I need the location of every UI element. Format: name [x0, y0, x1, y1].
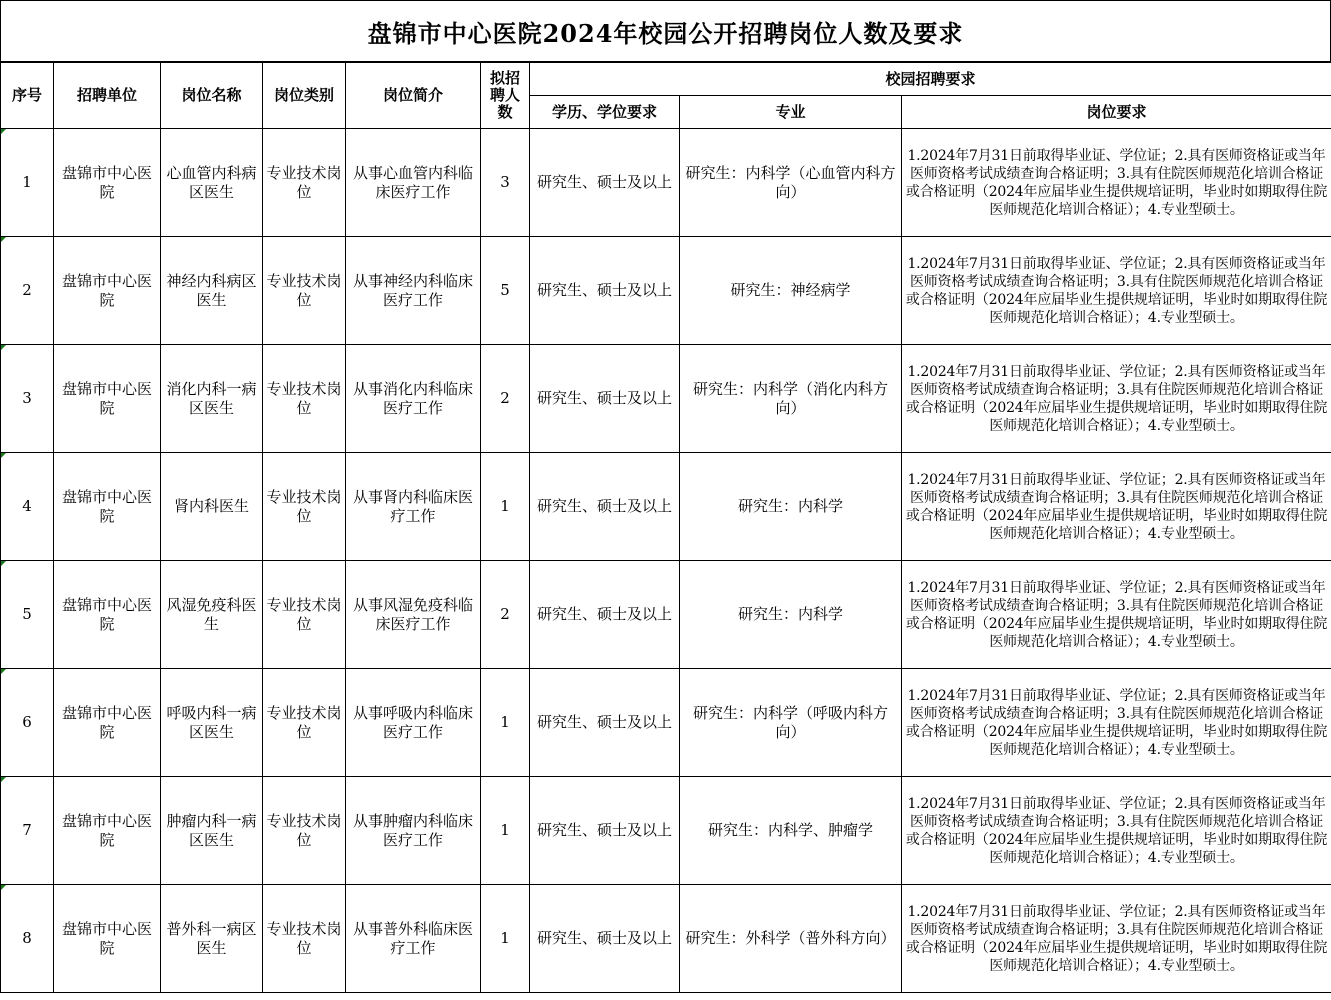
cell-post-desc[interactable] [346, 561, 481, 669]
header-post-type[interactable]: 岗位类别 [263, 63, 346, 129]
cell-seq-text: 4 [22, 497, 32, 515]
cell-major[interactable] [680, 129, 902, 237]
cell-degree-text: 研究生、硕士及以上 [536, 281, 672, 299]
cell-post-name-text: 肿瘤内科一病区医生 [166, 811, 257, 849]
table-row [1, 561, 1331, 669]
cell-count-text: 3 [500, 173, 510, 191]
header-row-1 [1, 63, 1331, 96]
cell-unit-text: 盘锦市中心医院 [61, 811, 152, 849]
cell-post-type-text: 专业技术岗位 [266, 811, 342, 849]
cell-post-req[interactable] [902, 885, 1331, 993]
cell-comment-marker [1, 129, 6, 134]
cell-major[interactable] [680, 237, 902, 345]
cell-post-desc[interactable] [346, 129, 481, 237]
cell-degree-text: 研究生、硕士及以上 [536, 821, 672, 839]
cell-major[interactable] [680, 777, 902, 885]
page-title: 盘锦市中心医院2024年校园公开招聘岗位人数及要求 [0, 0, 1331, 62]
table-row [1, 129, 1331, 237]
cell-post-req-text: 1.2024年7月31日前取得毕业证、学位证；2.具有医师资格证或当年医师资格考试成绩查询合格证明；3.具有住院医师规范化培训合格证或合格证明（2024年应届毕业生提供规培证明，毕业时如期取得住院医师规范化培训合格证）；4.专业型硕士。 [905, 795, 1328, 866]
cell-post-type-text: 专业技术岗位 [266, 919, 342, 957]
cell-post-name[interactable] [161, 237, 263, 345]
cell-post-desc-text: 从事肿瘤内科临床医疗工作 [352, 811, 473, 849]
cell-post-req[interactable] [902, 345, 1331, 453]
cell-seq-text: 7 [22, 821, 32, 839]
cell-post-type-text: 专业技术岗位 [266, 163, 342, 201]
cell-unit[interactable] [54, 345, 161, 453]
cell-major-text: 研究生：内科学 [737, 497, 843, 515]
cell-post-req[interactable] [902, 453, 1331, 561]
cell-unit[interactable] [54, 777, 161, 885]
cell-post-type-text: 专业技术岗位 [266, 271, 342, 309]
header-post-desc[interactable]: 岗位简介 [346, 63, 481, 129]
cell-major[interactable] [680, 885, 902, 993]
cell-post-name-text: 普外科一病区医生 [166, 919, 257, 957]
cell-post-name-text: 呼吸内科一病区医生 [166, 703, 257, 741]
cell-degree[interactable] [530, 885, 680, 993]
cell-degree-text: 研究生、硕士及以上 [536, 173, 672, 191]
cell-post-name[interactable] [161, 885, 263, 993]
cell-post-name-text: 肾内科医生 [173, 497, 249, 515]
cell-post-type[interactable] [263, 777, 346, 885]
cell-degree-text: 研究生、硕士及以上 [536, 929, 672, 947]
cell-post-req[interactable] [902, 669, 1331, 777]
cell-seq[interactable] [1, 777, 54, 885]
cell-post-type[interactable] [263, 237, 346, 345]
cell-count[interactable] [481, 345, 530, 453]
cell-unit-text: 盘锦市中心医院 [61, 595, 152, 633]
cell-post-name[interactable] [161, 669, 263, 777]
cell-unit[interactable] [54, 129, 161, 237]
header-seq[interactable]: 序号 [1, 63, 54, 129]
cell-unit-text: 盘锦市中心医院 [61, 379, 152, 417]
cell-major[interactable] [680, 561, 902, 669]
cell-degree[interactable] [530, 561, 680, 669]
header-major[interactable]: 专业 [680, 96, 902, 129]
cell-post-type-text: 专业技术岗位 [266, 703, 342, 741]
cell-post-name[interactable] [161, 777, 263, 885]
cell-count[interactable] [481, 777, 530, 885]
cell-unit-text: 盘锦市中心医院 [61, 703, 152, 741]
cell-seq-text: 8 [22, 929, 32, 947]
cell-major-text: 研究生：内科学（消化内科方向） [692, 379, 888, 417]
cell-seq-text: 1 [22, 173, 32, 191]
cell-post-desc[interactable] [346, 669, 481, 777]
table-row [1, 345, 1331, 453]
cell-unit[interactable] [54, 453, 161, 561]
recruitment-table [0, 62, 1331, 993]
cell-comment-marker [1, 669, 6, 674]
cell-post-name[interactable] [161, 345, 263, 453]
header-campus-req[interactable]: 校园招聘要求 [530, 63, 1331, 96]
cell-post-type-text: 专业技术岗位 [266, 595, 342, 633]
cell-comment-marker [1, 777, 6, 782]
cell-post-desc-text: 从事神经内科临床医疗工作 [352, 271, 473, 309]
cell-seq[interactable] [1, 237, 54, 345]
cell-major-text: 研究生：内科学（心血管内科方向） [685, 163, 896, 201]
cell-unit-text: 盘锦市中心医院 [61, 487, 152, 525]
header-post-name[interactable]: 岗位名称 [161, 63, 263, 129]
cell-count-text: 1 [500, 713, 510, 731]
cell-count[interactable] [481, 561, 530, 669]
cell-post-type[interactable] [263, 129, 346, 237]
cell-post-req-text: 1.2024年7月31日前取得毕业证、学位证；2.具有医师资格证或当年医师资格考试成绩查询合格证明；3.具有住院医师规范化培训合格证或合格证明（2024年应届毕业生提供规培证明，毕业时如期取得住院医师规范化培训合格证）；4.专业型硕士。 [905, 255, 1328, 326]
cell-major-text: 研究生：内科学（呼吸内科方向） [692, 703, 888, 741]
cell-seq[interactable] [1, 669, 54, 777]
cell-unit[interactable] [54, 669, 161, 777]
cell-post-req[interactable] [902, 129, 1331, 237]
cell-comment-marker [1, 885, 6, 890]
cell-comment-marker [1, 453, 6, 458]
table-row [1, 885, 1331, 993]
cell-major-text: 研究生：神经病学 [730, 281, 851, 299]
cell-degree-text: 研究生、硕士及以上 [536, 497, 672, 515]
cell-count-text: 1 [500, 929, 510, 947]
cell-post-desc-text: 从事消化内科临床医疗工作 [352, 379, 473, 417]
cell-post-req[interactable] [902, 561, 1331, 669]
cell-post-type-text: 专业技术岗位 [266, 379, 342, 417]
cell-post-name[interactable] [161, 561, 263, 669]
cell-seq[interactable] [1, 453, 54, 561]
cell-count-text: 2 [500, 605, 510, 623]
cell-seq[interactable] [1, 345, 54, 453]
cell-post-req-text: 1.2024年7月31日前取得毕业证、学位证；2.具有医师资格证或当年医师资格考试成绩查询合格证明；3.具有住院医师规范化培训合格证或合格证明（2024年应届毕业生提供规培证明，毕业时如期取得住院医师规范化培训合格证）；4.专业型硕士。 [905, 147, 1328, 218]
cell-post-req-text: 1.2024年7月31日前取得毕业证、学位证；2.具有医师资格证或当年医师资格考试成绩查询合格证明；3.具有住院医师规范化培训合格证或合格证明（2024年应届毕业生提供规培证明，毕业时如期取得住院医师规范化培训合格证）；4.专业型硕士。 [905, 471, 1328, 542]
cell-seq-text: 5 [22, 605, 32, 623]
table-row [1, 777, 1331, 885]
cell-count[interactable] [481, 669, 530, 777]
cell-degree[interactable] [530, 669, 680, 777]
cell-degree[interactable] [530, 129, 680, 237]
cell-post-desc[interactable] [346, 885, 481, 993]
cell-post-desc-text: 从事心血管内科临床医疗工作 [352, 163, 473, 201]
header-unit[interactable]: 招聘单位 [54, 63, 161, 129]
cell-major[interactable] [680, 345, 902, 453]
cell-post-desc-text: 从事肾内科临床医疗工作 [352, 487, 473, 525]
cell-seq[interactable] [1, 561, 54, 669]
cell-post-type[interactable] [263, 453, 346, 561]
header-degree[interactable]: 学历、学位要求 [530, 96, 680, 129]
cell-major-text: 研究生：外科学（普外科方向） [685, 929, 896, 947]
cell-unit[interactable] [54, 885, 161, 993]
cell-degree[interactable] [530, 345, 680, 453]
cell-unit[interactable] [54, 561, 161, 669]
cell-count[interactable] [481, 129, 530, 237]
cell-comment-marker [1, 561, 6, 566]
cell-seq-text: 6 [22, 713, 32, 731]
cell-count[interactable] [481, 453, 530, 561]
header-post-req[interactable]: 岗位要求 [902, 96, 1331, 129]
cell-seq-text: 3 [22, 389, 32, 407]
cell-post-desc[interactable] [346, 777, 481, 885]
cell-post-name-text: 消化内科一病区医生 [166, 379, 257, 417]
cell-degree[interactable] [530, 777, 680, 885]
cell-post-desc[interactable] [346, 237, 481, 345]
cell-degree-text: 研究生、硕士及以上 [536, 389, 672, 407]
cell-count[interactable] [481, 885, 530, 993]
cell-comment-marker [1, 345, 6, 350]
table-row [1, 453, 1331, 561]
cell-unit-text: 盘锦市中心医院 [61, 163, 152, 201]
cell-degree[interactable] [530, 237, 680, 345]
cell-count-text: 2 [500, 389, 510, 407]
cell-post-req[interactable] [902, 777, 1331, 885]
cell-post-req-text: 1.2024年7月31日前取得毕业证、学位证；2.具有医师资格证或当年医师资格考试成绩查询合格证明；3.具有住院医师规范化培训合格证或合格证明（2024年应届毕业生提供规培证明，毕业时如期取得住院医师规范化培训合格证）；4.专业型硕士。 [905, 687, 1328, 758]
cell-post-desc[interactable] [346, 453, 481, 561]
cell-post-req-text: 1.2024年7月31日前取得毕业证、学位证；2.具有医师资格证或当年医师资格考试成绩查询合格证明；3.具有住院医师规范化培训合格证或合格证明（2024年应届毕业生提供规培证明，毕业时如期取得住院医师规范化培训合格证）；4.专业型硕士。 [905, 903, 1328, 974]
cell-post-name[interactable] [161, 129, 263, 237]
header-count[interactable]: 拟招聘人数 [481, 63, 530, 129]
cell-post-req[interactable] [902, 237, 1331, 345]
cell-post-type-text: 专业技术岗位 [266, 487, 342, 525]
cell-degree-text: 研究生、硕士及以上 [536, 713, 672, 731]
cell-count-text: 5 [500, 281, 510, 299]
cell-degree[interactable] [530, 453, 680, 561]
cell-post-req-text: 1.2024年7月31日前取得毕业证、学位证；2.具有医师资格证或当年医师资格考试成绩查询合格证明；3.具有住院医师规范化培训合格证或合格证明（2024年应届毕业生提供规培证明，毕业时如期取得住院医师规范化培训合格证）；4.专业型硕士。 [905, 363, 1328, 434]
cell-post-desc-text: 从事普外科临床医疗工作 [352, 919, 473, 957]
table-body [1, 129, 1331, 993]
table-row [1, 237, 1331, 345]
cell-post-req-text: 1.2024年7月31日前取得毕业证、学位证；2.具有医师资格证或当年医师资格考试成绩查询合格证明；3.具有住院医师规范化培训合格证或合格证明（2024年应届毕业生提供规培证明，毕业时如期取得住院医师规范化培训合格证）；4.专业型硕士。 [905, 579, 1328, 650]
cell-post-name-text: 风湿免疫科医生 [166, 595, 257, 633]
cell-degree-text: 研究生、硕士及以上 [536, 605, 672, 623]
cell-post-type[interactable] [263, 669, 346, 777]
table-row [1, 669, 1331, 777]
cell-major-text: 研究生：内科学 [737, 605, 843, 623]
cell-seq[interactable] [1, 885, 54, 993]
cell-post-desc-text: 从事呼吸内科临床医疗工作 [352, 703, 473, 741]
cell-unit-text: 盘锦市中心医院 [61, 919, 152, 957]
cell-post-type[interactable] [263, 885, 346, 993]
cell-count-text: 1 [500, 497, 510, 515]
cell-post-desc-text: 从事风湿免疫科临床医疗工作 [352, 595, 473, 633]
cell-major[interactable] [680, 453, 902, 561]
cell-comment-marker [1, 237, 6, 242]
cell-major[interactable] [680, 669, 902, 777]
cell-post-name-text: 心血管内科病区医生 [166, 163, 257, 201]
cell-unit[interactable] [54, 237, 161, 345]
cell-count-text: 1 [500, 821, 510, 839]
cell-post-type[interactable] [263, 561, 346, 669]
cell-post-type[interactable] [263, 345, 346, 453]
cell-seq-text: 2 [22, 281, 32, 299]
cell-unit-text: 盘锦市中心医院 [61, 271, 152, 309]
cell-major-text: 研究生：内科学、肿瘤学 [707, 821, 873, 839]
cell-post-name[interactable] [161, 453, 263, 561]
cell-count[interactable] [481, 237, 530, 345]
cell-seq[interactable] [1, 129, 54, 237]
cell-post-name-text: 神经内科病区医生 [166, 271, 257, 309]
cell-post-desc[interactable] [346, 345, 481, 453]
